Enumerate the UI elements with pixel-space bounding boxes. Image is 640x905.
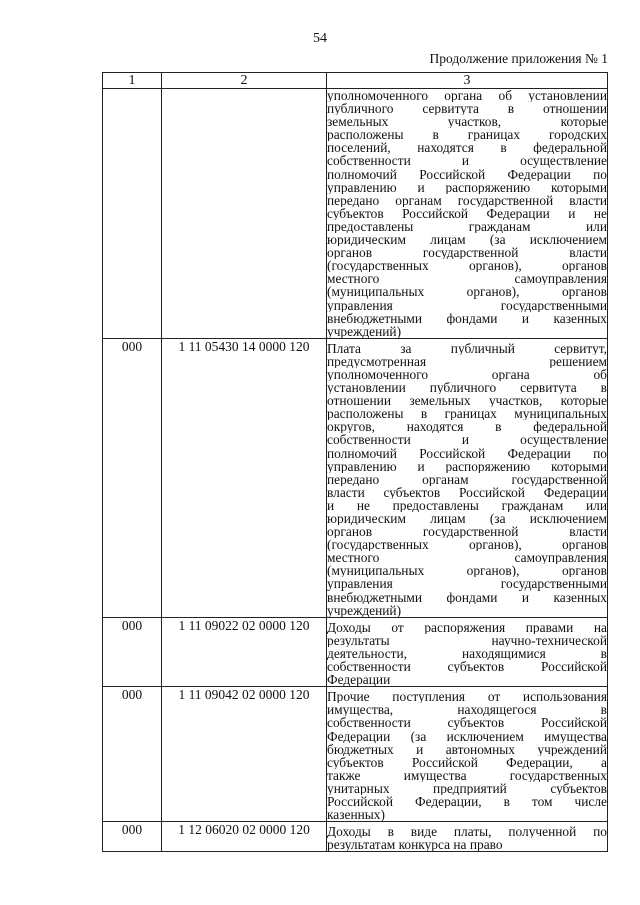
- description-line: внебюджетными фондами и казенных: [327, 311, 607, 325]
- description-line: собственности и осуществление: [327, 433, 607, 447]
- description-line: Плата за публичный сервитут,: [327, 341, 607, 355]
- table-row: [103, 89, 608, 339]
- description-line: юридическим лицам (за исключением: [327, 233, 607, 247]
- description-line: расположены в границах муниципальных: [327, 407, 607, 421]
- description-line: учреждений): [327, 603, 402, 617]
- description-line: уполномоченного органа об установлении: [327, 89, 607, 103]
- page-number: 54: [313, 31, 327, 46]
- description-line: публичного сервитута в отношении: [327, 102, 607, 116]
- table-row: [103, 822, 608, 852]
- description-line: уполномоченного органа об: [327, 367, 607, 382]
- description-line: полномочий Российской Федерации по: [327, 446, 607, 460]
- description-line: деятельности, находящимися в: [327, 646, 607, 661]
- description-line: управления государственными: [327, 577, 607, 591]
- description-line: (государственных органов), органов: [327, 538, 607, 552]
- administrator-code-cell: 000: [103, 617, 162, 686]
- description-line: результатам конкурса на право: [327, 838, 503, 852]
- table-row: [103, 617, 608, 686]
- description-line: управления государственными: [327, 298, 607, 312]
- description-line: предусмотренная решением: [327, 354, 607, 368]
- budget-classification-code-cell: [162, 89, 327, 339]
- description-line: результаты научно-технической: [327, 633, 607, 647]
- description-line: и не предоставлены гражданам или: [327, 498, 607, 512]
- table-header-row: [103, 73, 608, 89]
- revenue-description-cell: [327, 89, 608, 339]
- description-line: управлению и распоряжению которыми: [327, 180, 607, 194]
- description-line: местного самоуправления: [327, 551, 607, 565]
- description-line: земельных участков, которые: [327, 115, 607, 129]
- table-body: [103, 89, 608, 852]
- description-line: полномочий Российской Федерации по: [327, 167, 607, 181]
- description-line: собственности субъектов Российской: [327, 716, 607, 730]
- description-line: власти субъектов Российской Федерации: [327, 485, 607, 499]
- description-line: казенных): [327, 808, 385, 822]
- description-line: передано органам государственной власти: [327, 193, 607, 207]
- administrator-code-cell: 000: [103, 338, 162, 617]
- description-line: органов государственной власти: [327, 246, 607, 260]
- revenue-description-cell: [327, 338, 608, 617]
- column-header-2: 2: [162, 73, 327, 89]
- budget-classification-code-cell: 1 11 09022 02 0000 120: [162, 617, 327, 686]
- description-line: Федерации: [327, 673, 391, 687]
- description-line: учреждений): [327, 324, 402, 338]
- administrator-code-cell: 000: [103, 822, 162, 852]
- column-header-1: 1: [103, 73, 162, 89]
- description-line: собственности и осуществление: [327, 154, 607, 168]
- description-line: бюджетных и автономных учреждений: [327, 742, 607, 756]
- description-line: управлению и распоряжению которыми: [327, 459, 607, 473]
- description-line: округов, находятся в федеральной: [327, 420, 607, 434]
- revenue-codes-table: [102, 72, 608, 852]
- description-line: местного самоуправления: [327, 272, 607, 286]
- revenue-description-cell: [327, 687, 608, 822]
- appendix-continuation-note: Продолжение приложения № 1: [429, 51, 608, 66]
- description-line: предоставлены гражданам или: [327, 219, 607, 234]
- description-line: унитарных предприятий субъектов: [327, 781, 607, 795]
- description-line: органов государственной власти: [327, 525, 607, 539]
- revenue-description-cell: [327, 617, 608, 686]
- description-line: собственности субъектов Российской: [327, 660, 607, 674]
- description-line: (муниципальных органов), органов: [327, 564, 607, 578]
- description-line: юридическим лицам (за исключением: [327, 512, 607, 526]
- description-line: расположены в границах городских: [327, 128, 607, 142]
- budget-classification-code-cell: 1 11 09042 02 0000 120: [162, 687, 327, 822]
- description-line: поселений, находятся в федеральной: [327, 141, 607, 155]
- column-header-3: 3: [327, 73, 608, 89]
- description-line: (государственных органов), органов: [327, 259, 607, 273]
- table-row: [103, 687, 608, 822]
- description-line: субъектов Российской Федерации и не: [327, 206, 607, 220]
- description-line: Прочие поступления от использования: [327, 690, 607, 704]
- description-line: Доходы в виде платы, полученной по: [327, 825, 607, 839]
- description-line: установлении публичного сервитута в: [327, 381, 607, 395]
- description-line: Доходы от распоряжения правами на: [327, 620, 607, 634]
- table-row: [103, 338, 608, 617]
- description-line: (муниципальных органов), органов: [327, 285, 607, 299]
- budget-classification-code-cell: 1 11 05430 14 0000 120: [162, 338, 327, 617]
- description-line: передано органам государственной: [327, 472, 607, 486]
- description-line: субъектов Российской Федерации, а: [327, 755, 607, 769]
- description-line: Российской Федерации, в том числе: [327, 794, 607, 809]
- description-line: внебюджетными фондами и казенных: [327, 590, 607, 604]
- description-line: также имущества государственных: [327, 768, 607, 782]
- description-line: отношении земельных участков, которые: [327, 394, 607, 408]
- budget-classification-code-cell: 1 12 06020 02 0000 120: [162, 822, 327, 852]
- administrator-code-cell: 000: [103, 687, 162, 822]
- description-line: имущества, находящегося в: [327, 703, 607, 717]
- revenue-description-cell: [327, 822, 608, 852]
- administrator-code-cell: [103, 89, 162, 339]
- description-line: Федерации (за исключением имущества: [327, 729, 607, 743]
